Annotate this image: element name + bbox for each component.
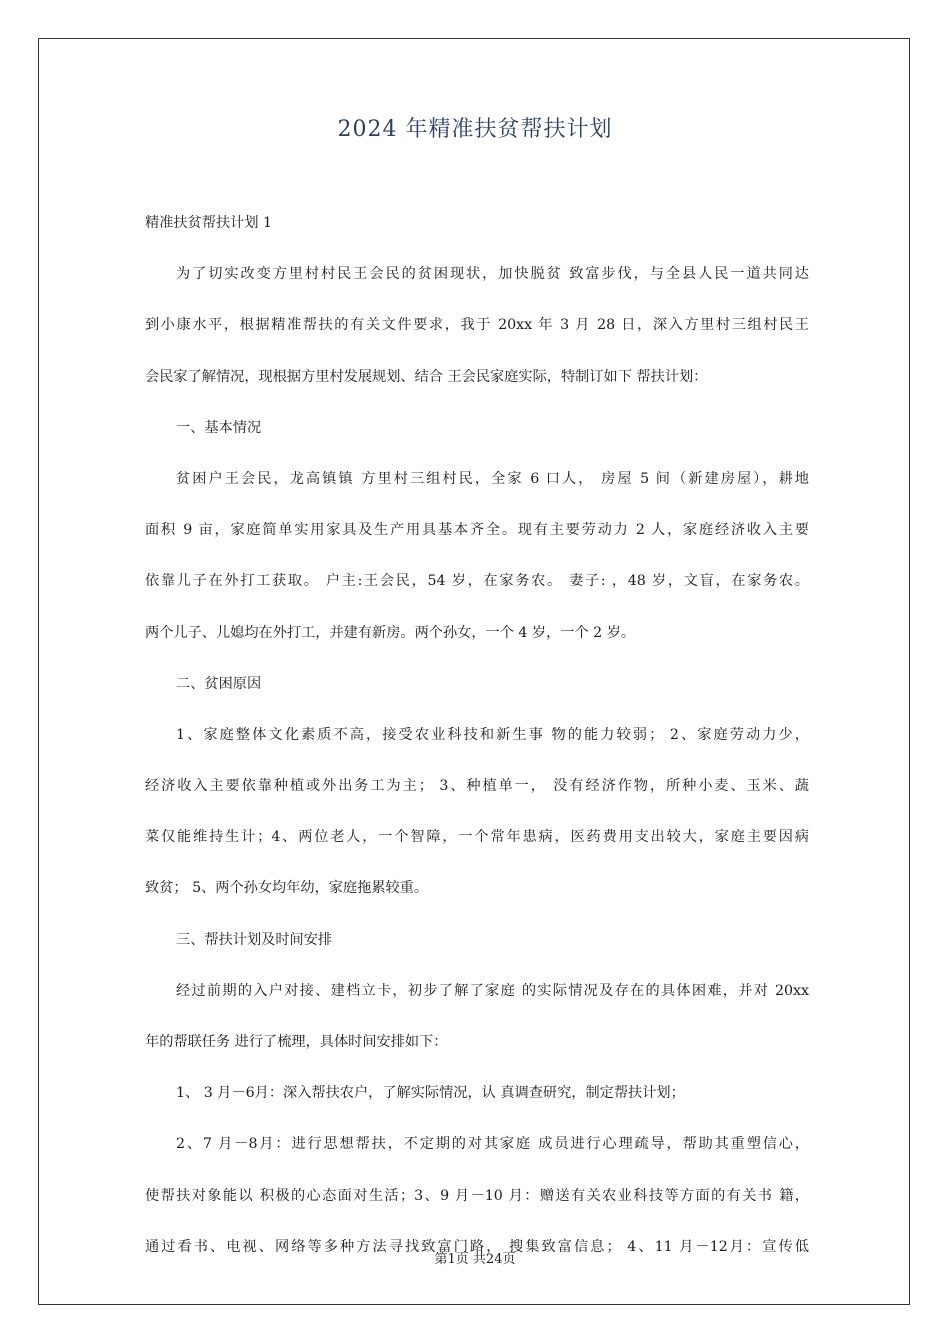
- body-line: 经过前期的入户对接、建档立卡，初步了解了家庭 的实际情况及存在的具体困难，并对 20xx: [176, 982, 809, 999]
- document-body: [145, 198, 809, 1273]
- body-line: 面积 9 亩，家庭简单实用家具及生产用具基本齐全。现有主要劳动力 2 人，家庭经济收入主要: [145, 522, 809, 539]
- body-line: 经济收入主要依靠种植或外出务工为主； 3、种植单一， 没有经济作物，所种小麦、玉米、蔬: [145, 778, 809, 795]
- section-heading: 一、基本情况: [176, 419, 262, 436]
- body-line: 年的帮联任务 进行了梳理，具体时间安排如下：: [145, 1034, 448, 1050]
- body-line: 菜仅能维持生计；4、两位老人，一个智障，一个常年患病，医药费用支出较大，家庭主要因病: [145, 829, 809, 846]
- body-line: 使帮扶对象能以 积极的心态面对生活；3、9 月－10 月：赠送有关农业科技等方面的有关书 籍，: [145, 1187, 809, 1204]
- section-heading: 二、贫困原因: [176, 675, 262, 692]
- body-line: 1、 3 月－6月：深入帮扶农户，了解实际情况，认 真调查研究，制定帮扶计划；: [176, 1085, 685, 1102]
- body-line: 到小康水平，根据精准帮扶的有关文件要求，我于 20xx 年 3 月 28 日，深入方里村三组村民王: [145, 317, 809, 334]
- document-title: 2024 年精准扶贫帮扶计划: [337, 117, 613, 142]
- body-line: 贫困户王会民，龙高镇镇 方里村三组村民，全家 6 口人， 房屋 5 间（新建房屋），耕地: [176, 470, 809, 487]
- body-line: 两个儿子、儿媳均在外打工，并建有新房。两个孙女，一个 4 岁，一个 2 岁。: [145, 624, 636, 641]
- body-line: 1、家庭整体文化素质不高，接受农业科技和新生事 物的能力较弱； 2、家庭劳动力少，: [176, 726, 809, 743]
- body-line: 会民家了解情况，现根据方里村发展规划、结合 王会民家庭实际，特制订如下 帮扶计划：: [145, 368, 708, 385]
- body-line: 通过看书、电视、网络等多种方法寻找致富门路， 搜集致富信息； 4、11 月－12月：宣传低: [145, 1238, 809, 1255]
- section-heading: 三、帮扶计划及时间安排: [176, 931, 333, 948]
- body-line: 依靠儿子在外打工获取。 户主:王会民，54 岁，在家务农。 妻子: ，48 岁，文盲，在家务农。: [145, 573, 809, 590]
- body-line: 2、7 月－8月：进行思想帮扶，不定期的对其家庭 成员进行心理疏导，帮助其重塑信心，: [176, 1136, 809, 1153]
- section-subtitle: 精准扶贫帮扶计划 1: [145, 215, 273, 231]
- body-line: 为了切实改变方里村村民王会民的贫困现状，加快脱贫 致富步伐，与全县人民一道共同达: [176, 266, 809, 283]
- body-line: 致贫； 5、两个孙女均年幼，家庭拖累较重。: [145, 880, 429, 897]
- page-number: 第1页 共24页: [434, 1252, 516, 1267]
